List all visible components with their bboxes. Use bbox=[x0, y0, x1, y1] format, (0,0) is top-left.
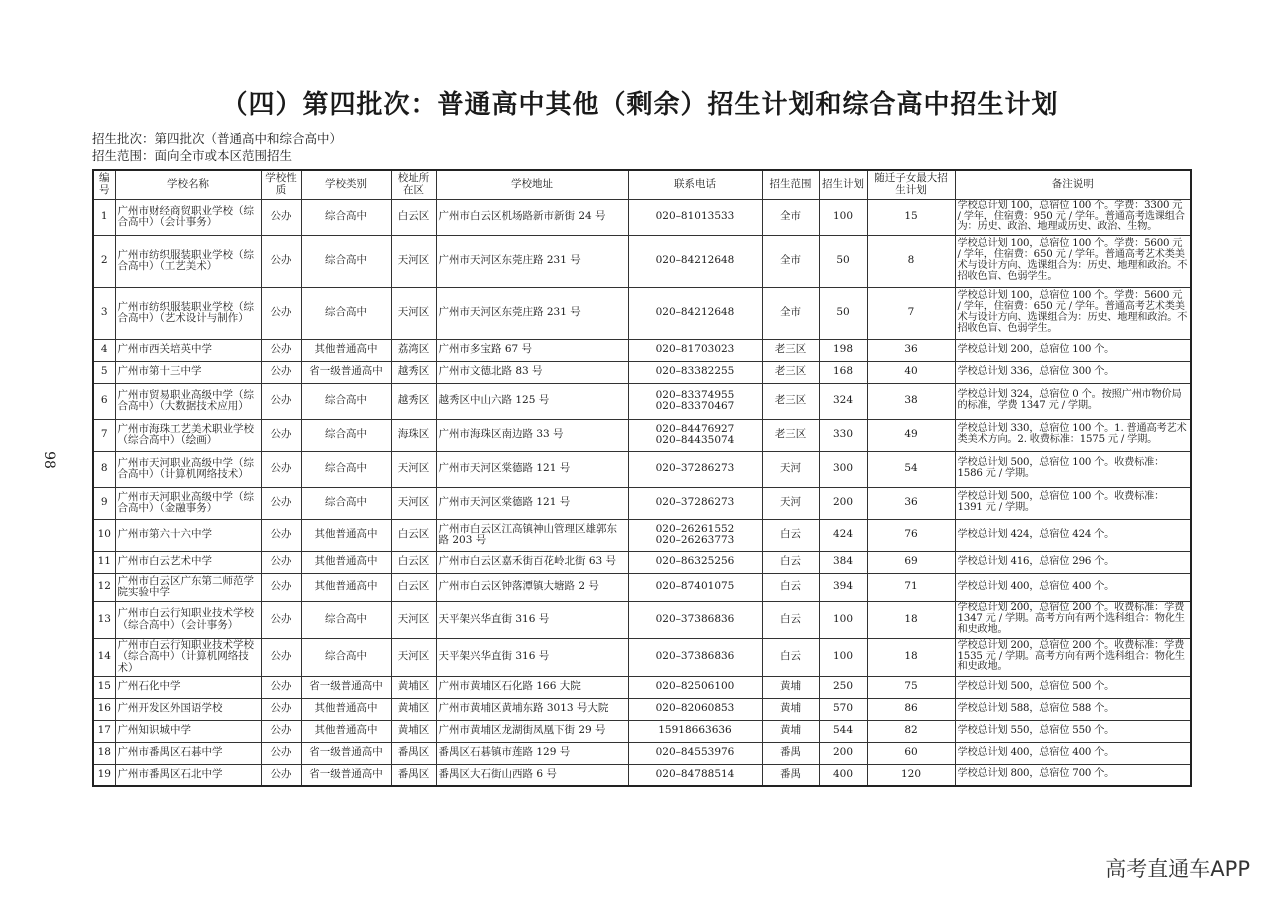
header-type: 学校类别 bbox=[301, 170, 391, 199]
school-phone: 020–84212648 bbox=[628, 235, 762, 287]
enroll-scope: 白云 bbox=[762, 638, 819, 676]
school-address: 越秀区中山六路 125 号 bbox=[436, 383, 628, 419]
school-address: 广州市多宝路 67 号 bbox=[436, 339, 628, 361]
school-type: 其他普通高中 bbox=[301, 573, 391, 601]
school-name: 广州市第十三中学 bbox=[115, 361, 261, 383]
school-district: 白云区 bbox=[391, 519, 436, 551]
header-scope: 招生范围 bbox=[762, 170, 819, 199]
school-type: 综合高中 bbox=[301, 383, 391, 419]
migrant-plan: 54 bbox=[867, 451, 955, 487]
school-name: 广州石化中学 bbox=[115, 676, 261, 698]
school-nature: 公办 bbox=[261, 199, 301, 235]
enroll-plan: 168 bbox=[819, 361, 867, 383]
school-nature: 公办 bbox=[261, 601, 301, 638]
enroll-plan: 324 bbox=[819, 383, 867, 419]
enroll-plan: 570 bbox=[819, 698, 867, 720]
table-row bbox=[93, 487, 1191, 519]
enroll-scope: 老三区 bbox=[762, 383, 819, 419]
enroll-scope: 老三区 bbox=[762, 419, 819, 451]
school-name: 广州知识城中学 bbox=[115, 720, 261, 742]
remark: 学校总计划 500，总宿位 500 个。 bbox=[955, 676, 1191, 698]
remark: 学校总计划 400，总宿位 400 个。 bbox=[955, 573, 1191, 601]
scope-label: 招生范围：面向全市或本区范围招生 bbox=[92, 148, 293, 163]
remark: 学校总计划 800，总宿位 700 个。 bbox=[955, 764, 1191, 786]
migrant-plan: 7 bbox=[867, 287, 955, 339]
watermark: 高考直通车APP bbox=[1105, 857, 1250, 881]
school-phone: 020–37286273 bbox=[628, 487, 762, 519]
header-migrant: 随迁子女最大招生计划 bbox=[867, 170, 955, 199]
school-address: 番禺区大石街山西路 6 号 bbox=[436, 764, 628, 786]
row-number: 19 bbox=[93, 764, 115, 786]
batch-label: 招生批次：第四批次（普通高中和综合高中） bbox=[92, 131, 343, 146]
header-nature: 学校性质 bbox=[261, 170, 301, 199]
school-nature: 公办 bbox=[261, 638, 301, 676]
school-district: 黄埔区 bbox=[391, 676, 436, 698]
enroll-scope: 天河 bbox=[762, 487, 819, 519]
remark: 学校总计划 424，总宿位 424 个。 bbox=[955, 519, 1191, 551]
row-number: 8 bbox=[93, 451, 115, 487]
school-name: 广州市第六十六中学 bbox=[115, 519, 261, 551]
school-phone: 020–84212648 bbox=[628, 287, 762, 339]
school-district: 天河区 bbox=[391, 638, 436, 676]
migrant-plan: 69 bbox=[867, 551, 955, 573]
table-row bbox=[93, 676, 1191, 698]
school-address: 广州市海珠区南边路 33 号 bbox=[436, 419, 628, 451]
row-number: 13 bbox=[93, 601, 115, 638]
school-nature: 公办 bbox=[261, 383, 301, 419]
remark: 学校总计划 400，总宿位 400 个。 bbox=[955, 742, 1191, 764]
remark: 学校总计划 100，总宿位 100 个。学费：5600 元 / 学年，住宿费：650 元 / 学年。普通高考艺术类美术与设计方向、选课组合为：历史、地理和政治。不招收色盲、色弱学生。 bbox=[955, 287, 1191, 339]
school-district: 白云区 bbox=[391, 551, 436, 573]
enroll-plan: 250 bbox=[819, 676, 867, 698]
enroll-plan: 198 bbox=[819, 339, 867, 361]
remark: 学校总计划 200，总宿位 200 个。收费标准：学费 1347 元 / 学期。高考方向有两个选科组合：物化生和史政地。 bbox=[955, 601, 1191, 638]
school-nature: 公办 bbox=[261, 742, 301, 764]
enroll-scope: 白云 bbox=[762, 519, 819, 551]
header-remark: 备注说明 bbox=[955, 170, 1191, 199]
school-nature: 公办 bbox=[261, 361, 301, 383]
row-number: 6 bbox=[93, 383, 115, 419]
table-row bbox=[93, 742, 1191, 764]
migrant-plan: 49 bbox=[867, 419, 955, 451]
school-nature: 公办 bbox=[261, 764, 301, 786]
school-district: 荔湾区 bbox=[391, 339, 436, 361]
migrant-plan: 76 bbox=[867, 519, 955, 551]
page-number: 98 bbox=[40, 451, 57, 469]
enroll-scope: 老三区 bbox=[762, 339, 819, 361]
row-number: 18 bbox=[93, 742, 115, 764]
migrant-plan: 15 bbox=[867, 199, 955, 235]
enroll-plan: 394 bbox=[819, 573, 867, 601]
table-row bbox=[93, 764, 1191, 786]
migrant-plan: 40 bbox=[867, 361, 955, 383]
remark: 学校总计划 336，总宿位 300 个。 bbox=[955, 361, 1191, 383]
enroll-scope: 白云 bbox=[762, 551, 819, 573]
enroll-scope: 黄埔 bbox=[762, 698, 819, 720]
remark: 学校总计划 416，总宿位 296 个。 bbox=[955, 551, 1191, 573]
school-phone: 020–37386836 bbox=[628, 638, 762, 676]
school-district: 天河区 bbox=[391, 601, 436, 638]
enroll-plan: 384 bbox=[819, 551, 867, 573]
school-type: 综合高中 bbox=[301, 287, 391, 339]
migrant-plan: 60 bbox=[867, 742, 955, 764]
remark: 学校总计划 100，总宿位 100 个。学费：3300 元 / 学年，住宿费：950 元 / 学年。普通高考选课组合为：历史、政治、地理或历史、政治、生物。 bbox=[955, 199, 1191, 235]
enroll-plan: 300 bbox=[819, 451, 867, 487]
table-row bbox=[93, 519, 1191, 551]
table-row bbox=[93, 451, 1191, 487]
enroll-scope: 番禺 bbox=[762, 742, 819, 764]
enroll-scope: 老三区 bbox=[762, 361, 819, 383]
school-address: 广州市天河区东莞庄路 231 号 bbox=[436, 235, 628, 287]
enroll-plan: 200 bbox=[819, 487, 867, 519]
enrollment-table bbox=[92, 169, 1192, 787]
school-phone: 020–83374955 020–83370467 bbox=[628, 383, 762, 419]
table-row bbox=[93, 638, 1191, 676]
enroll-scope: 全市 bbox=[762, 287, 819, 339]
school-phone: 020–37286273 bbox=[628, 451, 762, 487]
school-type: 其他普通高中 bbox=[301, 551, 391, 573]
school-district: 白云区 bbox=[391, 199, 436, 235]
migrant-plan: 18 bbox=[867, 638, 955, 676]
remark: 学校总计划 200，总宿位 200 个。收费标准：学费 1535 元 / 学期。高考方向有两个选科组合：物化生和史政地。 bbox=[955, 638, 1191, 676]
school-type: 省一级普通高中 bbox=[301, 764, 391, 786]
migrant-plan: 38 bbox=[867, 383, 955, 419]
school-nature: 公办 bbox=[261, 519, 301, 551]
school-nature: 公办 bbox=[261, 551, 301, 573]
header-name: 学校名称 bbox=[115, 170, 261, 199]
remark: 学校总计划 100，总宿位 100 个。学费：5600 元 / 学年，住宿费：650 元 / 学年。普通高考艺术类美术与设计方向、选课组合为：历史、地理和政治。不招收色盲、色弱学生。 bbox=[955, 235, 1191, 287]
school-phone: 020–37386836 bbox=[628, 601, 762, 638]
enroll-scope: 番禺 bbox=[762, 764, 819, 786]
table-row bbox=[93, 573, 1191, 601]
school-phone: 15918663636 bbox=[628, 720, 762, 742]
school-district: 海珠区 bbox=[391, 419, 436, 451]
school-phone: 020–26261552 020–26263773 bbox=[628, 519, 762, 551]
school-name: 广州市财经商贸职业学校（综合高中）（会计事务） bbox=[115, 199, 261, 235]
school-phone: 020–82060853 bbox=[628, 698, 762, 720]
school-name: 广州市天河职业高级中学（综合高中）（金融事务） bbox=[115, 487, 261, 519]
enroll-plan: 544 bbox=[819, 720, 867, 742]
enroll-plan: 50 bbox=[819, 287, 867, 339]
school-district: 黄埔区 bbox=[391, 698, 436, 720]
school-address: 天平架兴华直街 316 号 bbox=[436, 638, 628, 676]
table-row bbox=[93, 419, 1191, 451]
row-number: 7 bbox=[93, 419, 115, 451]
school-district: 白云区 bbox=[391, 573, 436, 601]
school-district: 天河区 bbox=[391, 487, 436, 519]
school-name: 广州市白云行知职业技术学校（综合高中）（计算机网络技术） bbox=[115, 638, 261, 676]
school-type: 综合高中 bbox=[301, 487, 391, 519]
enroll-plan: 200 bbox=[819, 742, 867, 764]
table-header-row bbox=[93, 170, 1191, 199]
enroll-scope: 天河 bbox=[762, 451, 819, 487]
school-name: 广州市海珠工艺美术职业学校（综合高中）（绘画） bbox=[115, 419, 261, 451]
school-nature: 公办 bbox=[261, 287, 301, 339]
enroll-plan: 100 bbox=[819, 638, 867, 676]
school-name: 广州市纺织服装职业学校（综合高中）（工艺美术） bbox=[115, 235, 261, 287]
table-row bbox=[93, 383, 1191, 419]
school-address: 广州市文德北路 83 号 bbox=[436, 361, 628, 383]
school-address: 广州市天河区棠德路 121 号 bbox=[436, 451, 628, 487]
school-address: 广州市白云区嘉禾街百花岭北街 63 号 bbox=[436, 551, 628, 573]
row-number: 14 bbox=[93, 638, 115, 676]
school-phone: 020–84788514 bbox=[628, 764, 762, 786]
school-address: 番禺区石碁镇市莲路 129 号 bbox=[436, 742, 628, 764]
school-district: 番禺区 bbox=[391, 764, 436, 786]
enroll-plan: 424 bbox=[819, 519, 867, 551]
school-type: 省一级普通高中 bbox=[301, 676, 391, 698]
header-plan: 招生计划 bbox=[819, 170, 867, 199]
school-district: 天河区 bbox=[391, 235, 436, 287]
migrant-plan: 8 bbox=[867, 235, 955, 287]
school-phone: 020–84553976 bbox=[628, 742, 762, 764]
row-number: 1 bbox=[93, 199, 115, 235]
school-address: 广州市黄埔区龙湖街凤凰下街 29 号 bbox=[436, 720, 628, 742]
school-phone: 020–81013533 bbox=[628, 199, 762, 235]
school-type: 省一级普通高中 bbox=[301, 742, 391, 764]
migrant-plan: 71 bbox=[867, 573, 955, 601]
remark: 学校总计划 324，总宿位 0 个。按照广州市物价局的标准，学费 1347 元 / 学期。 bbox=[955, 383, 1191, 419]
school-nature: 公办 bbox=[261, 720, 301, 742]
school-type: 综合高中 bbox=[301, 601, 391, 638]
school-address: 天平架兴华直街 316 号 bbox=[436, 601, 628, 638]
school-address: 广州市白云区钟落潭镇大塘路 2 号 bbox=[436, 573, 628, 601]
school-nature: 公办 bbox=[261, 339, 301, 361]
enroll-scope: 全市 bbox=[762, 199, 819, 235]
school-address: 广州市黄埔区黄埔东路 3013 号大院 bbox=[436, 698, 628, 720]
table-row bbox=[93, 199, 1191, 235]
migrant-plan: 75 bbox=[867, 676, 955, 698]
school-type: 其他普通高中 bbox=[301, 519, 391, 551]
row-number: 5 bbox=[93, 361, 115, 383]
table-row bbox=[93, 235, 1191, 287]
school-name: 广州市西关培英中学 bbox=[115, 339, 261, 361]
school-name: 广州市纺织服装职业学校（综合高中）（艺术设计与制作） bbox=[115, 287, 261, 339]
school-name: 广州市天河职业高级中学（综合高中）（计算机网络技术） bbox=[115, 451, 261, 487]
school-phone: 020–83382255 bbox=[628, 361, 762, 383]
school-type: 综合高中 bbox=[301, 638, 391, 676]
school-address: 广州市天河区棠德路 121 号 bbox=[436, 487, 628, 519]
school-name: 广州开发区外国语学校 bbox=[115, 698, 261, 720]
header-no: 编号 bbox=[93, 170, 115, 199]
remark: 学校总计划 500，总宿位 100 个。收费标准：1391 元 / 学期。 bbox=[955, 487, 1191, 519]
school-district: 天河区 bbox=[391, 287, 436, 339]
remark: 学校总计划 550，总宿位 550 个。 bbox=[955, 720, 1191, 742]
migrant-plan: 120 bbox=[867, 764, 955, 786]
row-number: 2 bbox=[93, 235, 115, 287]
enroll-plan: 400 bbox=[819, 764, 867, 786]
row-number: 17 bbox=[93, 720, 115, 742]
school-name: 广州市贸易职业高级中学（综合高中）（大数据技术应用） bbox=[115, 383, 261, 419]
migrant-plan: 18 bbox=[867, 601, 955, 638]
table-row bbox=[93, 551, 1191, 573]
school-name: 广州市白云区广东第二师范学院实验中学 bbox=[115, 573, 261, 601]
school-nature: 公办 bbox=[261, 573, 301, 601]
school-phone: 020–82506100 bbox=[628, 676, 762, 698]
migrant-plan: 36 bbox=[867, 487, 955, 519]
enroll-plan: 100 bbox=[819, 601, 867, 638]
school-type: 其他普通高中 bbox=[301, 720, 391, 742]
page-title: （四）第四批次：普通高中其他（剩余）招生计划和综合高中招生计划 bbox=[221, 90, 1059, 120]
header-district: 校址所在区 bbox=[391, 170, 436, 199]
table-row bbox=[93, 698, 1191, 720]
header-address: 学校地址 bbox=[436, 170, 628, 199]
row-number: 3 bbox=[93, 287, 115, 339]
enroll-scope: 黄埔 bbox=[762, 676, 819, 698]
school-district: 黄埔区 bbox=[391, 720, 436, 742]
row-number: 4 bbox=[93, 339, 115, 361]
school-address: 广州市天河区东莞庄路 231 号 bbox=[436, 287, 628, 339]
school-type: 综合高中 bbox=[301, 451, 391, 487]
school-type: 省一级普通高中 bbox=[301, 361, 391, 383]
school-nature: 公办 bbox=[261, 487, 301, 519]
table-row bbox=[93, 720, 1191, 742]
school-nature: 公办 bbox=[261, 676, 301, 698]
migrant-plan: 82 bbox=[867, 720, 955, 742]
school-phone: 020–87401075 bbox=[628, 573, 762, 601]
school-nature: 公办 bbox=[261, 451, 301, 487]
school-name: 广州市白云行知职业技术学校（综合高中）（会计事务） bbox=[115, 601, 261, 638]
row-number: 12 bbox=[93, 573, 115, 601]
school-district: 越秀区 bbox=[391, 361, 436, 383]
row-number: 15 bbox=[93, 676, 115, 698]
enroll-scope: 黄埔 bbox=[762, 720, 819, 742]
school-district: 番禺区 bbox=[391, 742, 436, 764]
school-address: 广州市白云区江高镇神山管理区雄郭东路 203 号 bbox=[436, 519, 628, 551]
school-nature: 公办 bbox=[261, 698, 301, 720]
school-type: 综合高中 bbox=[301, 235, 391, 287]
table-row bbox=[93, 287, 1191, 339]
school-type: 其他普通高中 bbox=[301, 339, 391, 361]
school-name: 广州市番禺区石碁中学 bbox=[115, 742, 261, 764]
row-number: 10 bbox=[93, 519, 115, 551]
row-number: 16 bbox=[93, 698, 115, 720]
enroll-scope: 白云 bbox=[762, 601, 819, 638]
school-district: 越秀区 bbox=[391, 383, 436, 419]
header-phone: 联系电话 bbox=[628, 170, 762, 199]
school-type: 其他普通高中 bbox=[301, 698, 391, 720]
enroll-plan: 50 bbox=[819, 235, 867, 287]
row-number: 11 bbox=[93, 551, 115, 573]
remark: 学校总计划 200，总宿位 100 个。 bbox=[955, 339, 1191, 361]
school-nature: 公办 bbox=[261, 235, 301, 287]
enroll-scope: 白云 bbox=[762, 573, 819, 601]
school-type: 综合高中 bbox=[301, 199, 391, 235]
school-address: 广州市白云区机场路新市新街 24 号 bbox=[436, 199, 628, 235]
migrant-plan: 36 bbox=[867, 339, 955, 361]
migrant-plan: 86 bbox=[867, 698, 955, 720]
school-name: 广州市番禺区石北中学 bbox=[115, 764, 261, 786]
school-phone: 020–81703023 bbox=[628, 339, 762, 361]
table-row bbox=[93, 361, 1191, 383]
enroll-plan: 100 bbox=[819, 199, 867, 235]
table-row bbox=[93, 339, 1191, 361]
row-number: 9 bbox=[93, 487, 115, 519]
table-row bbox=[93, 601, 1191, 638]
school-district: 天河区 bbox=[391, 451, 436, 487]
school-name: 广州市白云艺术中学 bbox=[115, 551, 261, 573]
meta-info bbox=[92, 130, 342, 164]
remark: 学校总计划 330，总宿位 100 个。1. 普通高考艺术类美术方向。2. 收费标准：1575 元 / 学期。 bbox=[955, 419, 1191, 451]
school-type: 综合高中 bbox=[301, 419, 391, 451]
enroll-scope: 全市 bbox=[762, 235, 819, 287]
enroll-plan: 330 bbox=[819, 419, 867, 451]
school-address: 广州市黄埔区石化路 166 大院 bbox=[436, 676, 628, 698]
school-phone: 020–84476927 020–84435074 bbox=[628, 419, 762, 451]
remark: 学校总计划 588，总宿位 588 个。 bbox=[955, 698, 1191, 720]
school-phone: 020–86325256 bbox=[628, 551, 762, 573]
remark: 学校总计划 500，总宿位 100 个。收费标准：1586 元 / 学期。 bbox=[955, 451, 1191, 487]
school-nature: 公办 bbox=[261, 419, 301, 451]
